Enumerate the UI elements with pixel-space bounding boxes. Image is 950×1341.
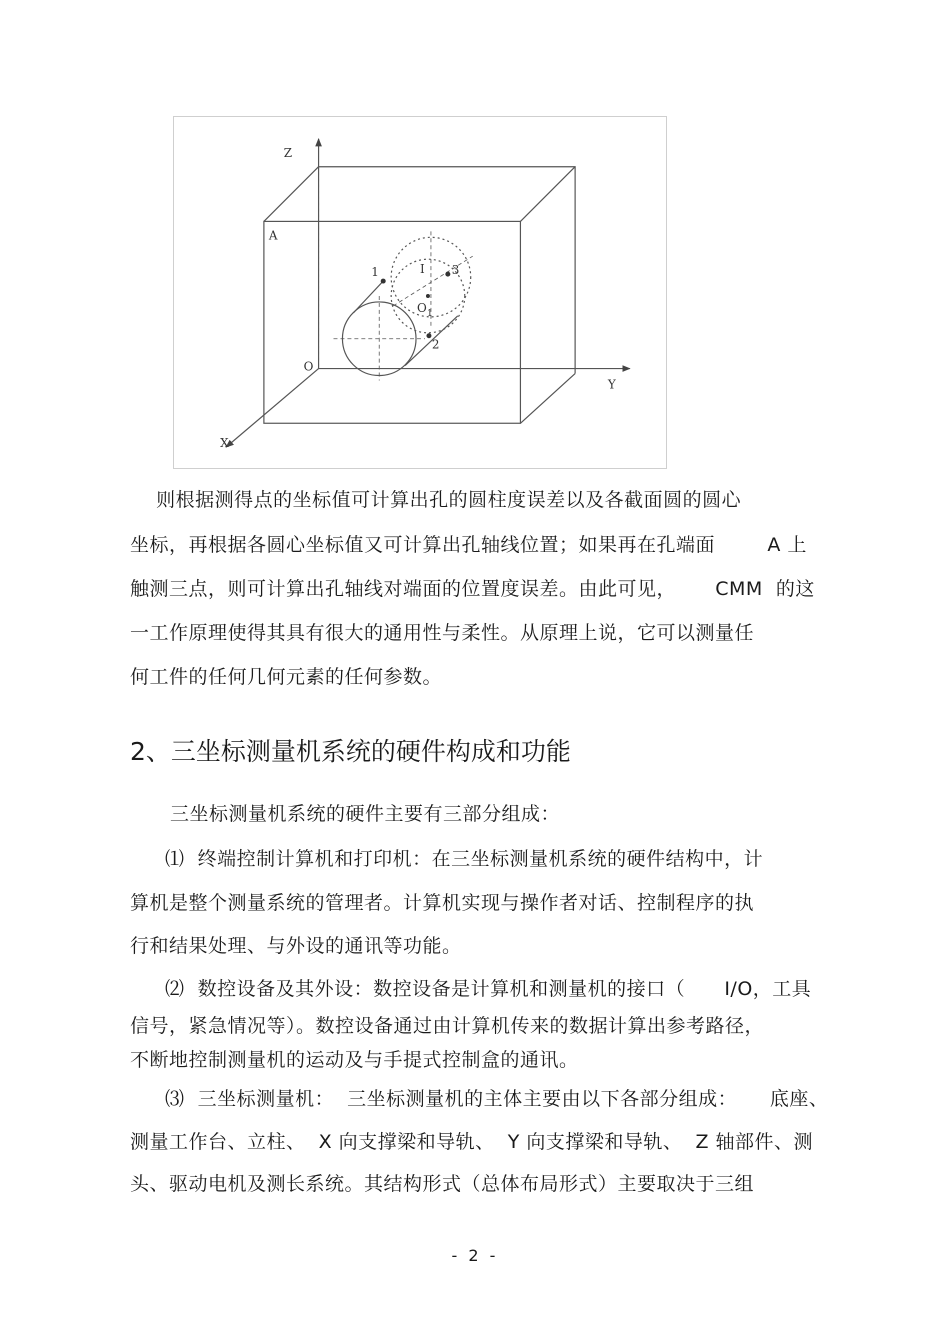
box-diagonals (264, 167, 575, 424)
item-1-line-2: 算机是整个测量系统的管理者。计算机实现与操作者对话、控制程序的执 (130, 892, 755, 914)
measure-point-1 (381, 279, 386, 284)
item-3-line-2: 测量工作台、立柱、 X 向支撑梁和导轨、 Y 向支撑梁和导轨、 Z 轴部件、测 (130, 1131, 813, 1153)
label-a: A (268, 228, 278, 243)
paragraph-1-line-3: 触测三点，则可计算出孔轴线对端面的位置度误差。由此可见， CMM 的这 (130, 578, 815, 600)
box-back-edges (319, 167, 576, 374)
item-2-line-2: 信号，紧急情况等）。数控设备通过由计算机传来的数据计算出参考路径， (130, 1015, 765, 1037)
figure-svg (174, 117, 666, 468)
paragraph-1-line-1: 则根据测得点的坐标值可计算出孔的圆柱度误差以及各截面圆的圆心 (130, 489, 742, 511)
measure-point-3 (445, 272, 450, 277)
item-1-line-3: 行和结果处理、与外设的通讯等功能。 (130, 935, 462, 957)
intro-text: 三坐标测量机系统的硬件主要有三部分组成： (170, 803, 561, 825)
label-point-1: 1 (371, 265, 379, 280)
item-3-line-3: 头、驱动电机及测长系统。其结构形式（总体布局形式）主要取决于三组 (130, 1173, 755, 1195)
center-point-o1 (426, 294, 430, 298)
paragraph-1-line-5: 何工件的任何几何元素的任何参数。 (130, 666, 443, 688)
paragraph-1-line-4: 一工作原理使得其具有很大的通用性与柔性。从原理上说，它可以测量任 (130, 622, 755, 644)
center-lines (333, 231, 472, 380)
section-heading: 2、三坐标测量机系统的硬件构成和功能 (130, 737, 571, 766)
label-point-3: 3 (451, 263, 460, 278)
item-3-line-1: ⑶ 三坐标测量机： 三坐标测量机的主体主要由以下各部分组成： 底座、 (165, 1088, 829, 1110)
page-number: - 2 - (451, 1246, 499, 1265)
item-2-line-3: 不断地控制测量机的运动及与手提式控制盒的通讯。 (130, 1049, 579, 1071)
label-roman-1: I (420, 262, 425, 277)
item-1-line-1: ⑴ 终端控制计算机和打印机：在三坐标测量机系统的硬件结构中，计 (165, 848, 764, 870)
box-front-face (264, 221, 521, 423)
box-hidden-edges (319, 167, 576, 369)
measure-point-2 (426, 333, 431, 338)
label-z: Z (283, 145, 293, 160)
label-o1-subscript: 1 (426, 308, 433, 319)
paragraph-1-line-2: 坐标，再根据各圆心坐标值又可计算出孔轴线位置；如果再在孔端面 A 上 (130, 534, 807, 556)
cmm-hole-measurement-figure (173, 116, 667, 469)
label-o1: O (417, 300, 427, 315)
label-x: X (220, 436, 229, 451)
label-point-2: 2 (431, 337, 440, 352)
label-o: O (303, 359, 314, 374)
item-2-line-1: ⑵ 数控设备及其外设：数控设备是计算机和测量机的接口（ I/O，工具 (165, 978, 812, 1000)
cylinder-silhouette (353, 281, 457, 366)
x-axis (226, 369, 318, 448)
label-y: Y (607, 377, 616, 392)
